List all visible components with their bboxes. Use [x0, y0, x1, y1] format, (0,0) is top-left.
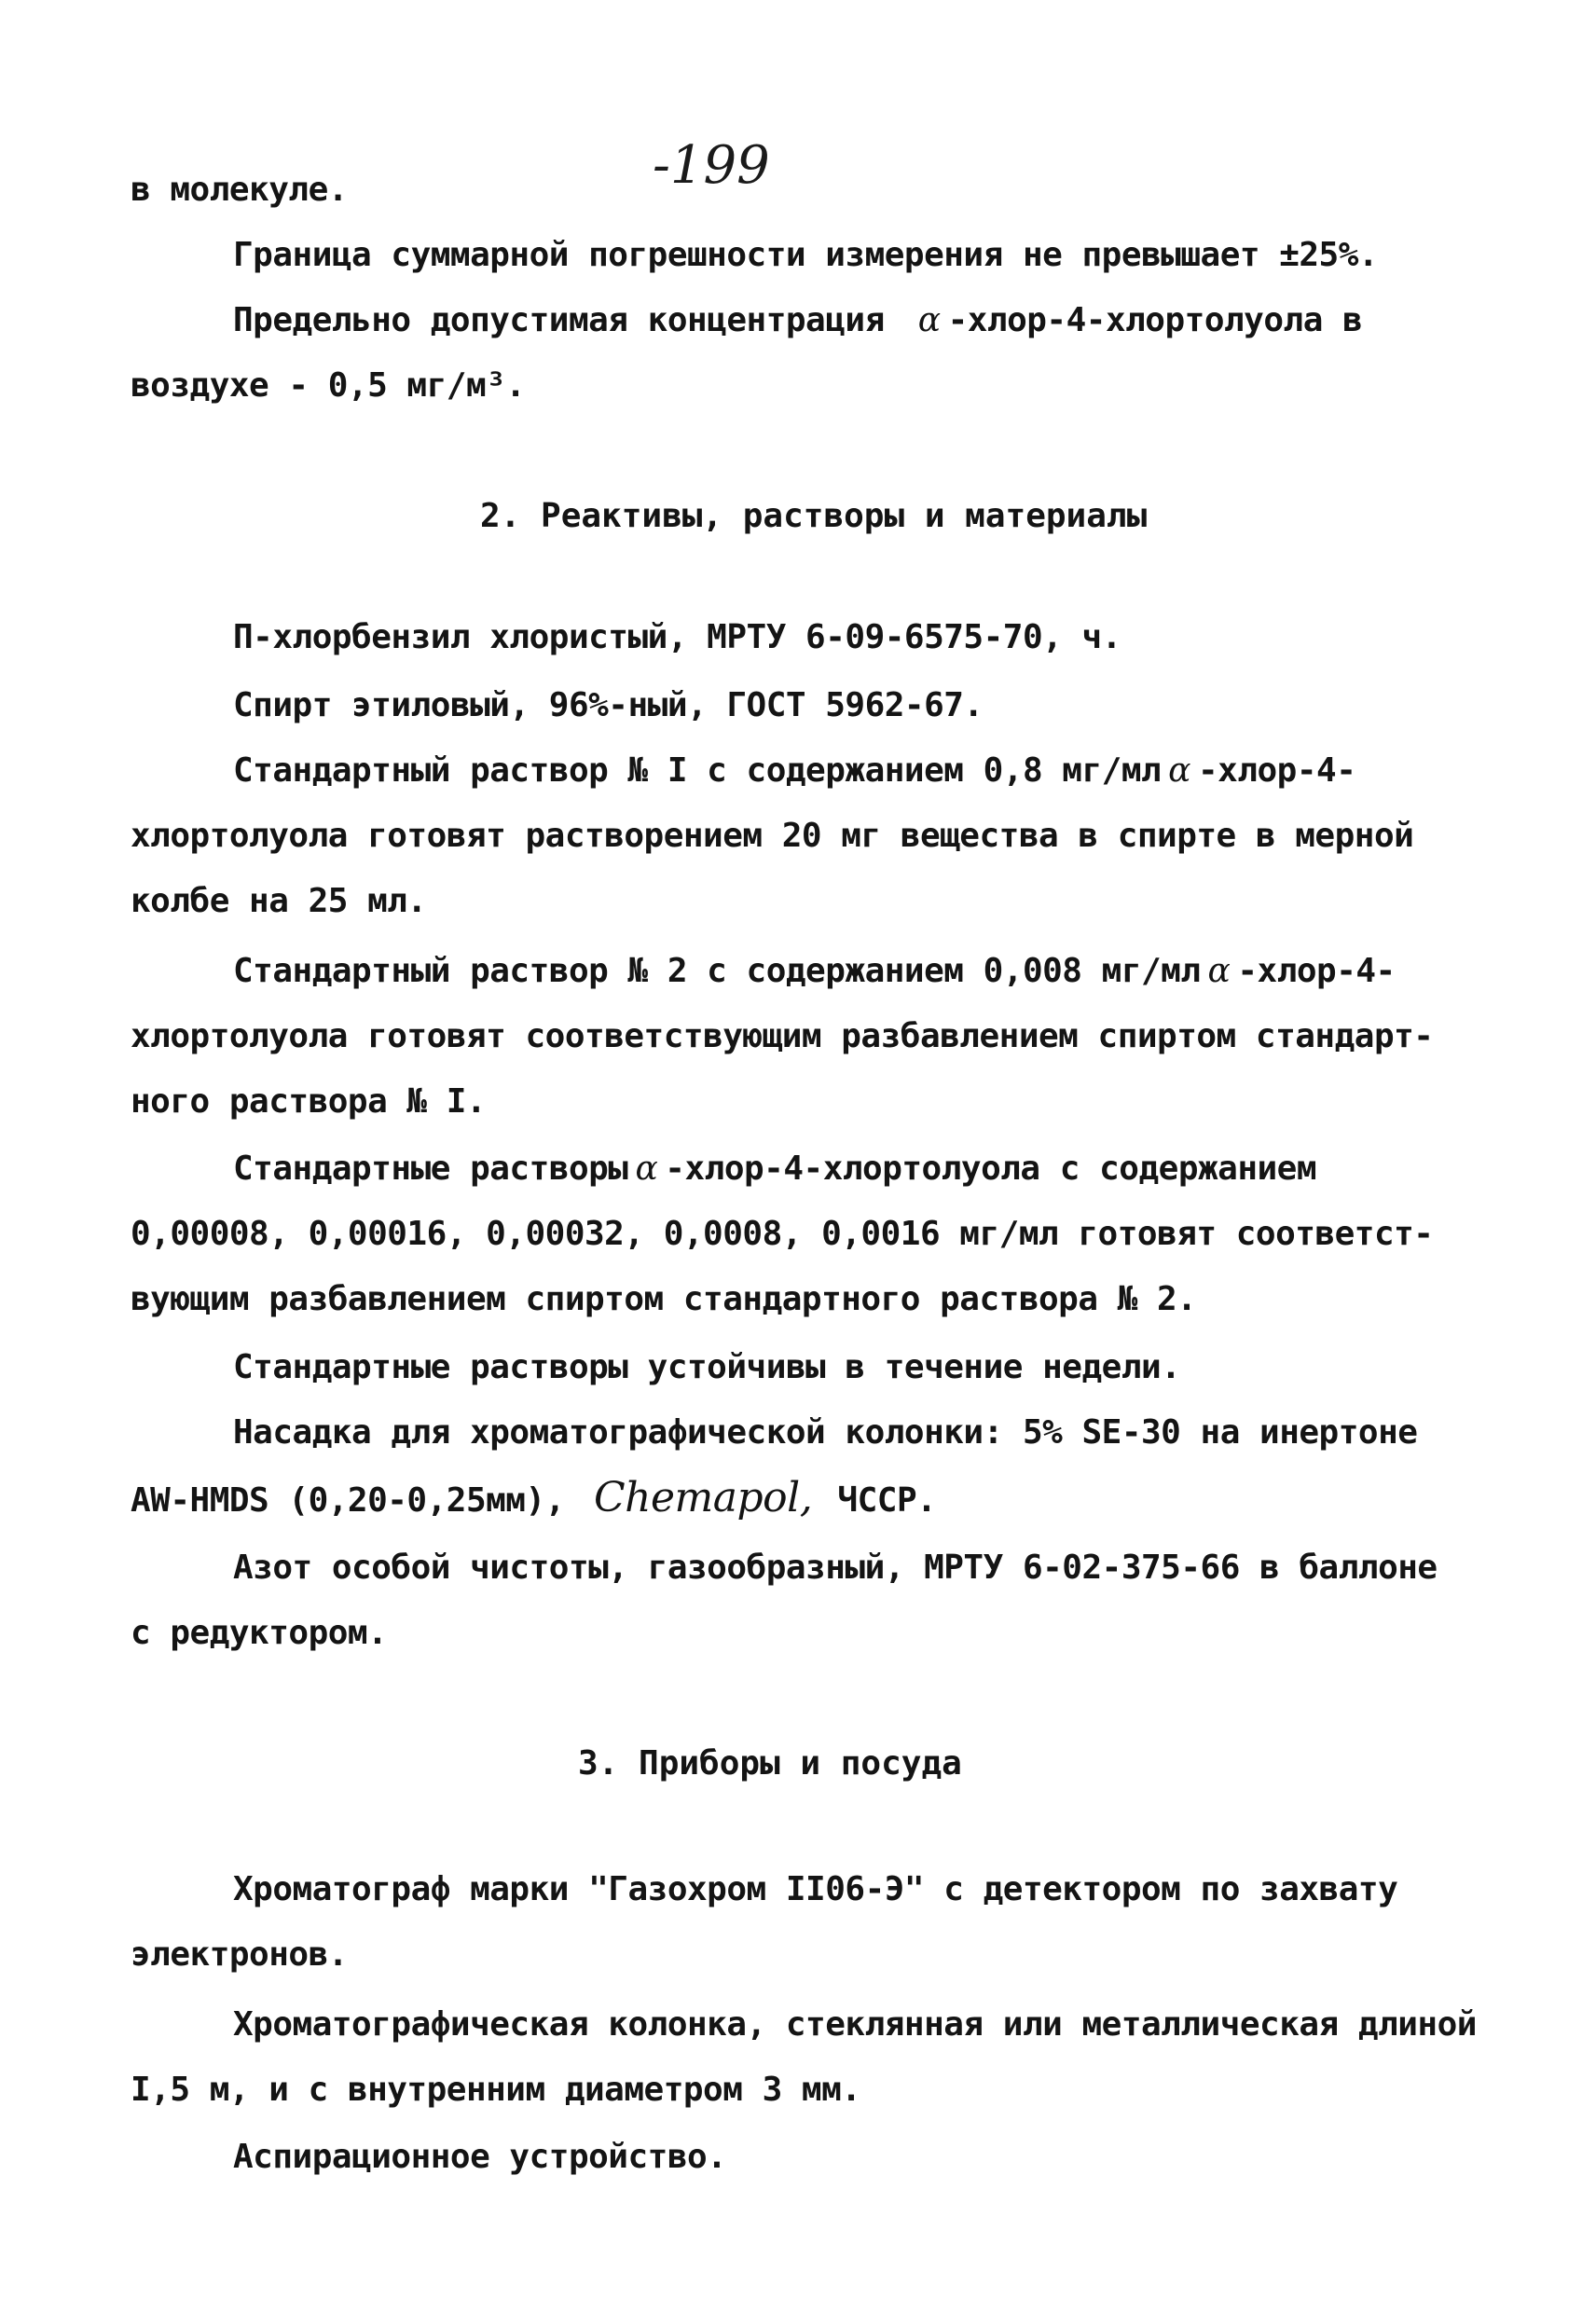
text-line: I,5 м, и с внутренним диаметром 3 мм. — [131, 2071, 861, 2109]
text-line: Азот особой чистоты, газообразный, МРТУ 6-02-375-66 в баллоне — [233, 1549, 1438, 1587]
text-fragment: Стандартные растворы — [233, 1150, 628, 1188]
text-fragment: -хлор-4- — [1197, 751, 1356, 790]
text-line: электронов. — [131, 1935, 348, 1974]
text-fragment: Предельно допустимая концентрация — [233, 301, 885, 339]
alpha-symbol: α — [1207, 952, 1231, 990]
text-line: 0,00008, 0,00016, 0,00032, 0,0008, 0,0016 мг/мл готовят соответст- — [131, 1215, 1434, 1253]
text-line: Хроматограф марки "Газохром II06-Э" с детектором по захвату — [233, 1870, 1398, 1908]
text-line — [233, 300, 1468, 341]
text-line — [233, 750, 1355, 792]
page-number: -199 — [653, 135, 770, 196]
alpha-symbol: α — [917, 301, 941, 339]
text-line: хлортолуола готовят соответствующим разбавлением спиртом стандарт- — [131, 1017, 1434, 1055]
text-line: вующим разбавлением спиртом стандартного раствора № 2. — [131, 1280, 1197, 1318]
text-line: в молекуле. — [131, 171, 348, 209]
text-line: Аспирационное устройство. — [233, 2138, 727, 2176]
text-line: воздухе - 0,5 мг/м³. — [131, 366, 526, 405]
text-fragment: AW-HMDS (0,20-0,25мм), — [131, 1481, 565, 1520]
alpha-symbol: α — [1168, 751, 1190, 790]
text-line — [233, 1149, 1316, 1190]
alpha-symbol: α — [635, 1150, 658, 1188]
text-line: хлортолуола готовят растворением 20 мг вещества в спирте в мерной — [131, 817, 1414, 855]
text-line: П-хлорбензил хлористый, МРТУ 6-09-6575-70, ч. — [233, 618, 1121, 656]
section-heading: 2. Реактивы, растворы и материалы — [480, 497, 1148, 535]
text-line — [131, 1474, 937, 1521]
text-fragment: ЧССР. — [837, 1481, 937, 1520]
text-fragment: -хлор-4- — [1237, 952, 1396, 990]
text-line — [233, 951, 1396, 992]
text-fragment: -хлор-4-хлортолуола в — [947, 301, 1363, 339]
text-line: ного раствора № I. — [131, 1082, 487, 1121]
text-fragment-group — [911, 300, 1468, 341]
text-fragment: Стандартный раствор № I с содержанием 0,8 мг/мл — [233, 751, 1162, 790]
text-line: Хроматографическая колонка, стеклянная или металлическая длиной — [233, 2005, 1477, 2044]
text-line: Спирт этиловый, 96%-ный, ГОСТ 5962-67. — [233, 686, 984, 724]
text-line: с редуктором. — [131, 1614, 388, 1652]
section-heading: 3. Приборы и посуда — [578, 1744, 962, 1783]
text-fragment: -хлор-4-хлортолуола с содержанием — [665, 1150, 1317, 1188]
text-fragment: Стандартный раствор № 2 с содержанием 0,008 мг/мл — [233, 952, 1201, 990]
handwritten-company-name: Chemapol, — [594, 1474, 813, 1521]
text-line: Насадка для хроматографической колонки: 5% SE-30 на инертоне — [233, 1413, 1418, 1452]
text-line: Стандартные растворы устойчивы в течение недели. — [233, 1348, 1181, 1386]
text-line: Граница суммарной погрешности измерения не превышает ±25%. — [233, 236, 1379, 274]
text-line: колбе на 25 мл. — [131, 882, 427, 920]
